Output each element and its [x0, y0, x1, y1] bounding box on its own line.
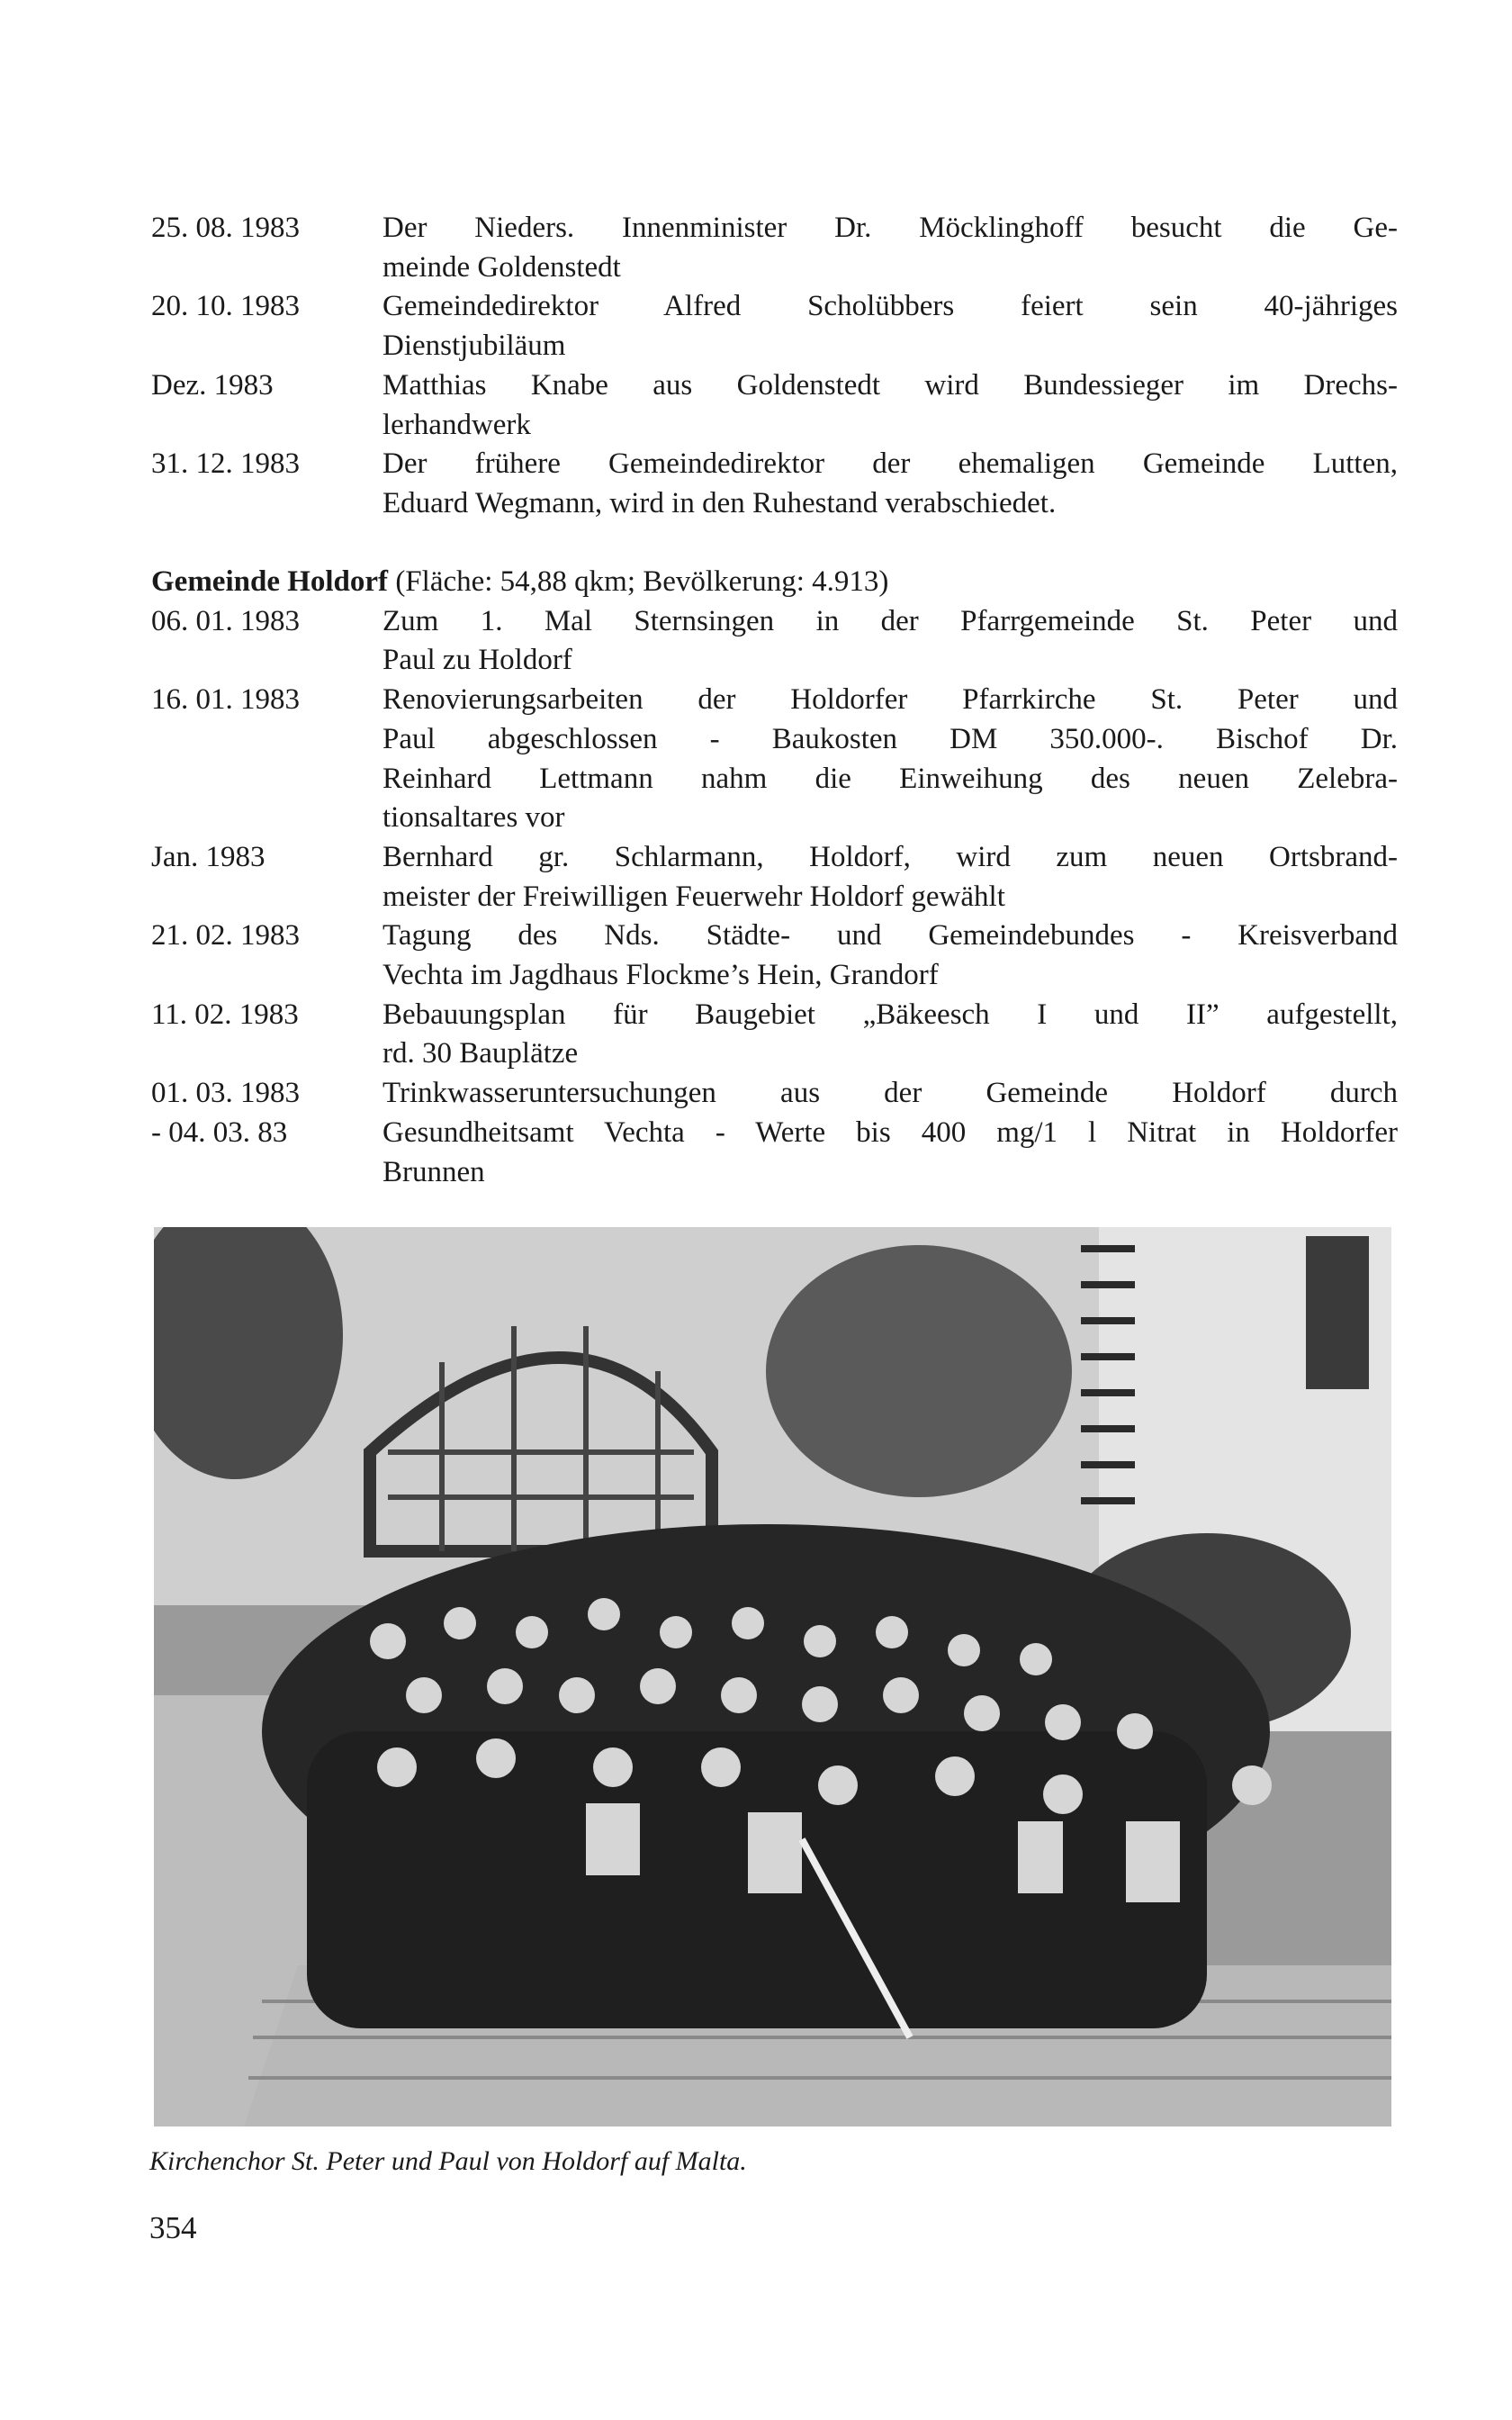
entry-text-line: Trinkwasseruntersuchungen aus der Gemeinde Holdorf durch — [382, 1077, 1398, 1110]
chronicle-entry — [151, 996, 1398, 1074]
entry-description — [382, 1074, 1398, 1192]
entry-date: Jan. 1983 — [151, 840, 266, 873]
chronicle-entry — [151, 1074, 1398, 1192]
chronicle-entry — [151, 917, 1398, 995]
entry-text-line: Vechta im Jagdhaus Flockme’s Hein, Grandorf — [382, 959, 939, 992]
entry-text-line: Der Nieders. Innenminister Dr. Möcklinghoff besucht die Ge- — [382, 212, 1398, 244]
section-title: Gemeinde Holdorf — [151, 565, 389, 598]
entry-text-line: Dienstjubiläum — [382, 330, 566, 363]
entry-date: 20. 10. 1983 — [151, 290, 300, 323]
section-heading — [151, 563, 1398, 602]
photo-caption: Kirchenchor St. Peter und Paul von Holdorf auf Malta. — [149, 2146, 747, 2176]
entry-date: 31. 12. 1983 — [151, 447, 300, 481]
chronicle-entry — [151, 209, 1398, 287]
entry-text-line: Paul zu Holdorf — [382, 644, 572, 677]
entry-text-line: tionsaltares vor — [382, 801, 565, 835]
chronicle-entry — [151, 445, 1398, 523]
entry-description — [382, 602, 1398, 681]
entry-text-line: Paul abgeschlossen - Baukosten DM 350.000-. Bischof Dr. — [382, 722, 1398, 755]
chronicle-holdorf — [151, 563, 1398, 1192]
choir-group-photo — [154, 1227, 1391, 2127]
entry-text-line: Bebauungsplan für Baugebiet „Bäkeesch I und II” aufgestellt, — [382, 998, 1398, 1031]
entry-text-line: Reinhard Lettmann nahm die Einweihung des neuen Zelebra- — [382, 762, 1398, 795]
entry-text-line: Tagung des Nds. Städte- und Gemeindebundes - Kreisverband — [382, 919, 1398, 953]
entry-date: Dez. 1983 — [151, 368, 274, 402]
section-info: (Fläche: 54,88 qkm; Bevölkerung: 4.913) — [388, 565, 889, 598]
entry-text-line: Gesundheitsamt Vechta - Werte bis 400 mg/1 l Nitrat in Holdorfer — [382, 1115, 1398, 1149]
chronicle-entry — [151, 681, 1398, 838]
entry-description — [382, 917, 1398, 995]
entry-date: 16. 01. 1983 — [151, 683, 300, 717]
entry-text-line: rd. 30 Bauplätze — [382, 1037, 579, 1070]
chronicle-entry — [151, 287, 1398, 366]
entry-description — [382, 681, 1398, 838]
chronicle-entry — [151, 838, 1398, 917]
entry-text-line: Der frühere Gemeindedirektor der ehemaligen Gemeinde Lutten, — [382, 447, 1398, 481]
entry-text-line: Gemeindedirektor Alfred Scholübbers feiert sein 40-jähriges — [382, 290, 1398, 323]
entry-text-line: Zum 1. Mal Sternsingen in der Pfarrgemeinde St. Peter und — [382, 604, 1398, 637]
entry-date: 25. 08. 1983 — [151, 212, 300, 244]
entry-text-line: Matthias Knabe aus Goldenstedt wird Bundessieger im Drechs- — [382, 368, 1398, 402]
entry-date: 21. 02. 1983 — [151, 919, 300, 953]
entry-text-line: Brunnen — [382, 1155, 485, 1188]
entry-text-line: Eduard Wegmann, wird in den Ruhestand verabschiedet. — [382, 486, 1057, 519]
entry-text-line: meister der Freiwilligen Feuerwehr Holdorf gewählt — [382, 880, 1005, 913]
entry-description — [382, 445, 1398, 523]
chronicle-entry — [151, 602, 1398, 681]
entry-description — [382, 366, 1398, 445]
entry-text-line: Bernhard gr. Schlarmann, Holdorf, wird zum neuen Ortsbrand- — [382, 840, 1398, 873]
entry-date: 06. 01. 1983 — [151, 604, 300, 637]
entry-description — [382, 996, 1398, 1074]
entry-description — [382, 838, 1398, 917]
entry-date: 01. 03. 1983 - 04. 03. 83 — [151, 1077, 300, 1149]
entry-description — [382, 287, 1398, 366]
entry-text-line: meinde Goldenstedt — [382, 250, 621, 284]
entry-date: 11. 02. 1983 — [151, 998, 299, 1031]
chronicle-goldenstedt — [151, 209, 1398, 524]
entry-text-line: lerhandwerk — [382, 408, 531, 441]
page-number: 354 — [149, 2210, 197, 2245]
chronicle-entry — [151, 366, 1398, 445]
entry-text-line: Renovierungsarbeiten der Holdorfer Pfarrkirche St. Peter und — [382, 683, 1398, 717]
entry-description — [382, 209, 1398, 287]
